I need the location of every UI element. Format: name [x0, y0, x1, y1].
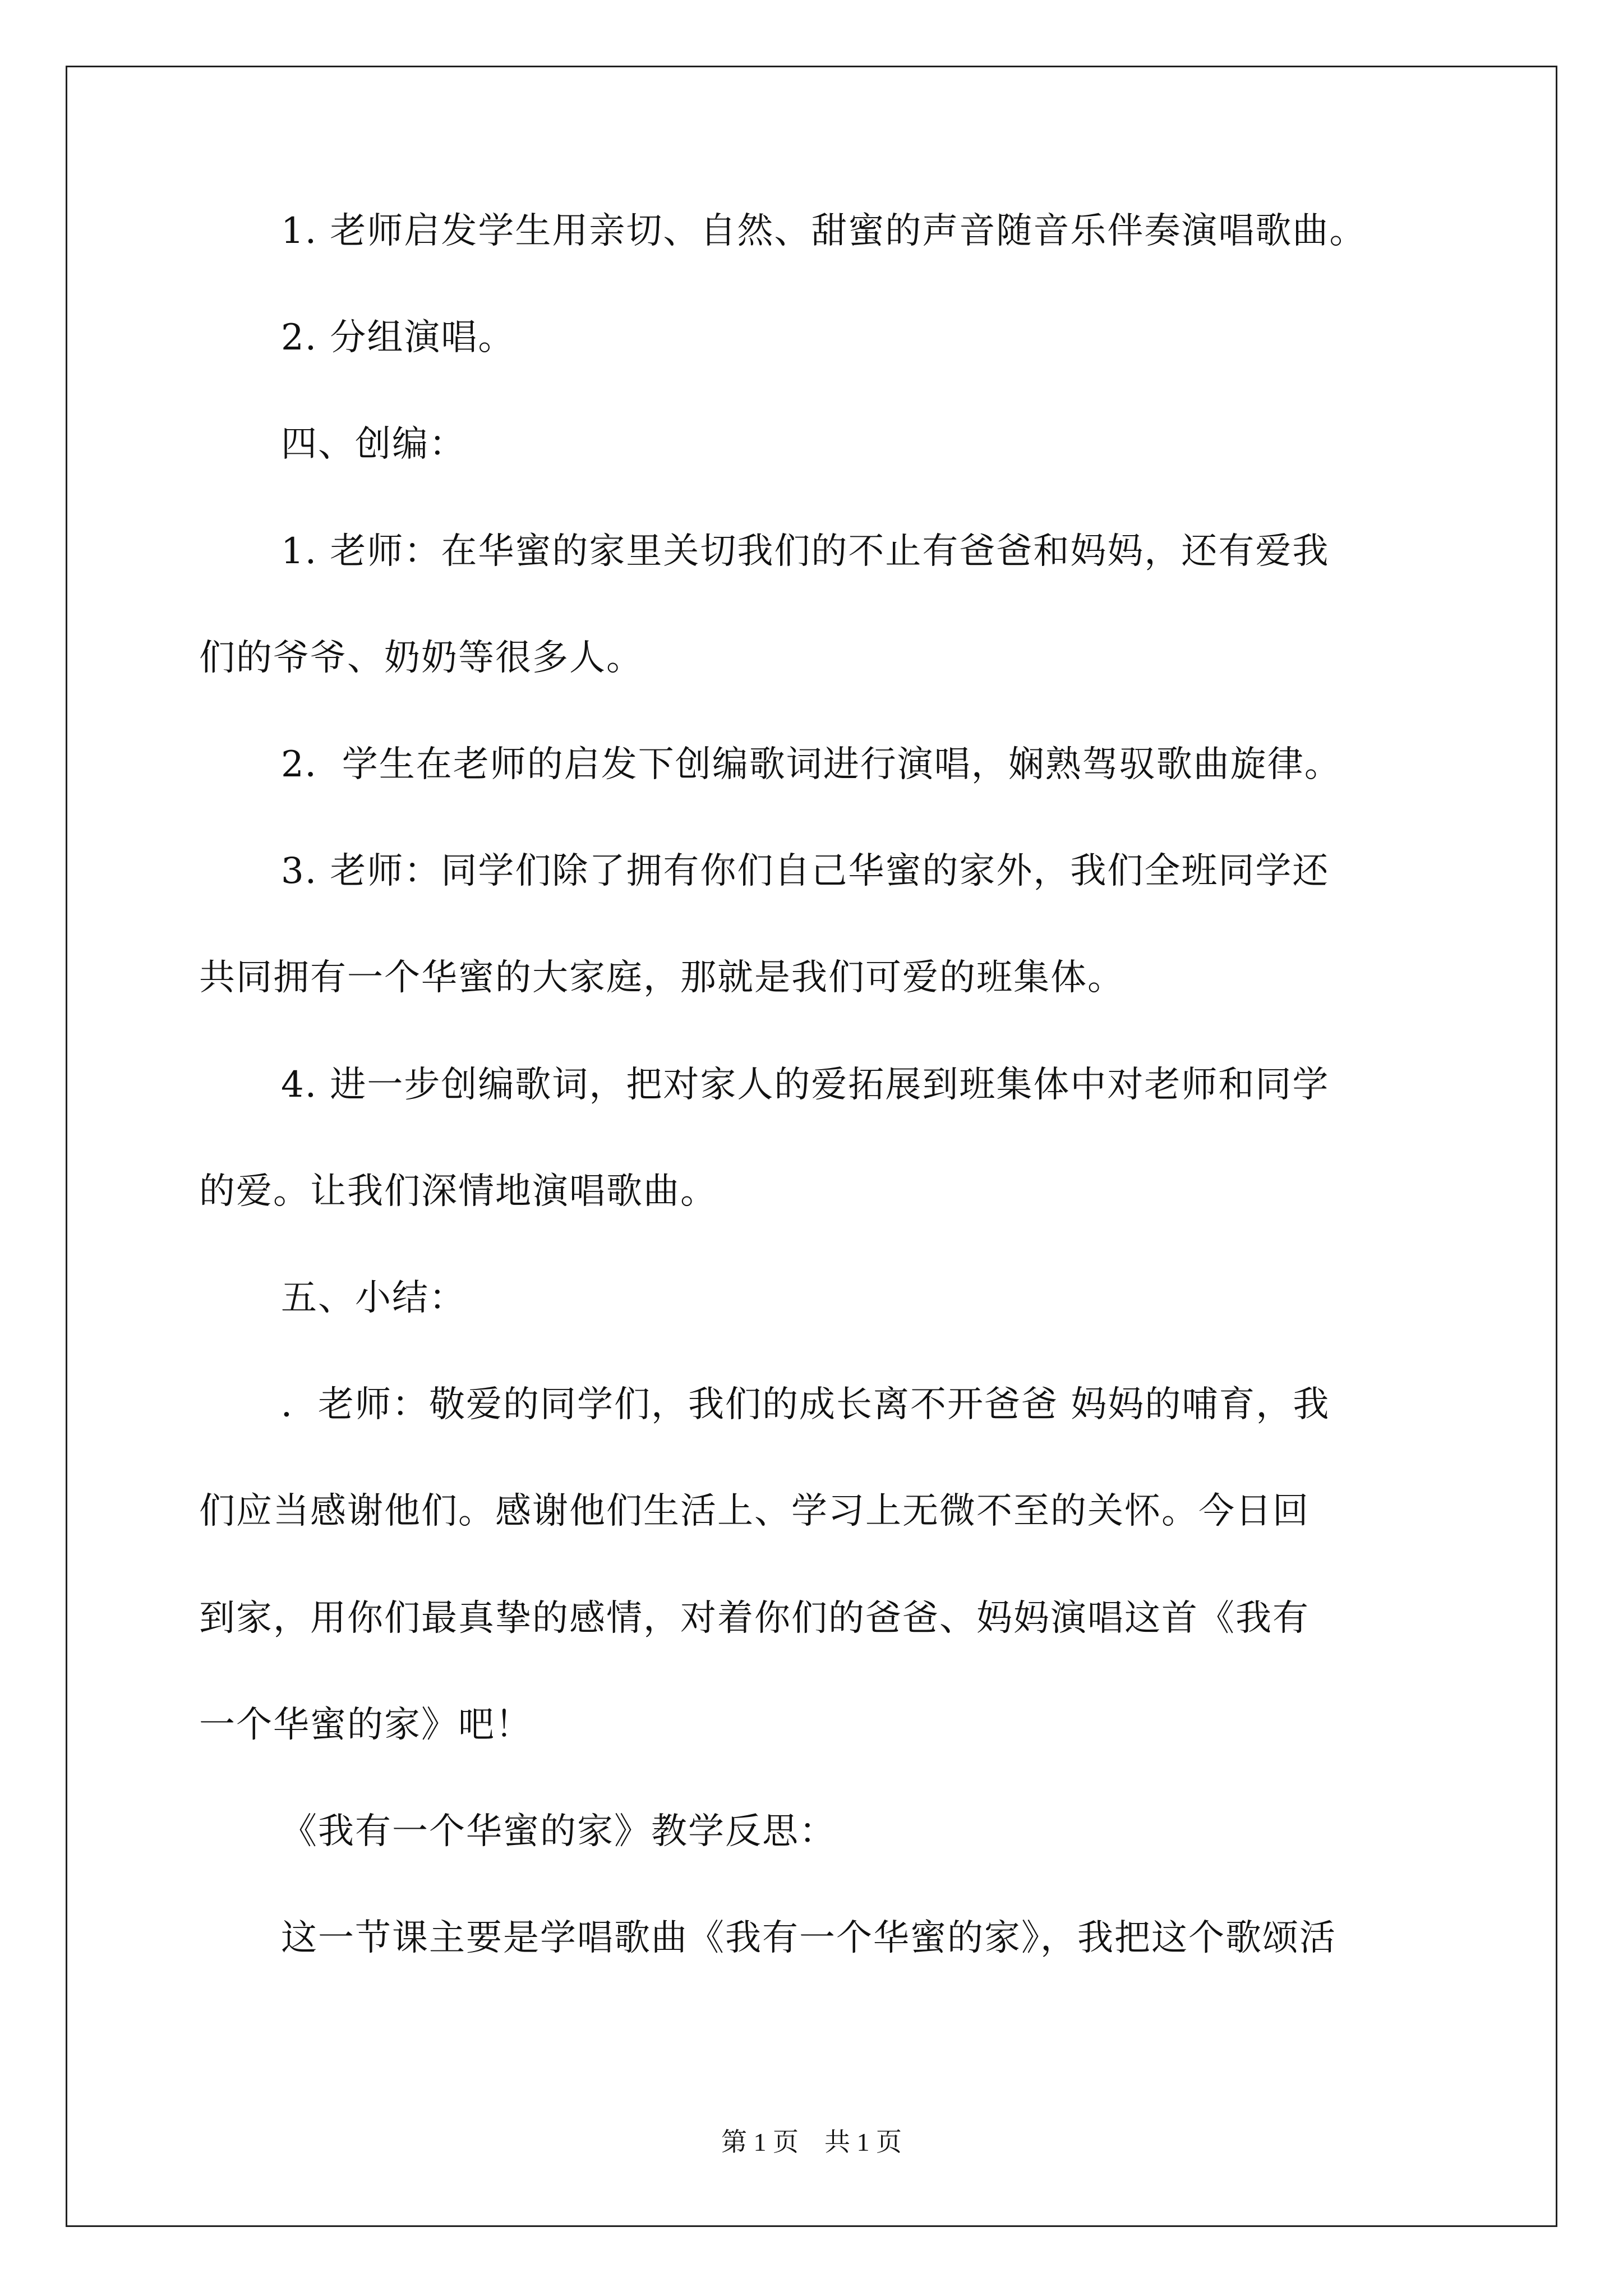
paragraph-6-line-1: 3. 老师：同学们除了拥有你们自己华蜜的家外，我们全班同学还: [281, 850, 1330, 892]
paragraph-2-line-1: 2. 分组演唱。: [281, 317, 515, 358]
paragraph-4-line-1: 1. 老师：在华蜜的家里关切我们的不止有爸爸和妈妈，还有爱我: [281, 531, 1330, 572]
paragraph-5-line-1: 2．学生在老师的启发下创编歌词进行演唱，娴熟驾驭歌曲旋律。: [281, 744, 1341, 785]
paragraph-1-line-1: 1. 老师启发学生用亲切、自然、甜蜜的声音随音乐伴奏演唱歌曲。: [281, 210, 1367, 252]
paragraph-9-line-4: 一个华蜜的家》吧！: [199, 1704, 532, 1746]
page-number-footer: 第 1 页 共 1 页: [721, 2128, 902, 2156]
paragraph-11-line-1: 这一节课主要是学唱歌曲《我有一个华蜜的家》，我把这个歌颂活: [281, 1917, 1336, 1959]
paragraph-9-line-1: ．老师：敬爱的同学们，我们的成长离不开爸爸 妈妈的哺育，我: [281, 1384, 1330, 1425]
paragraph-7-line-2: 的爱。让我们深情地演唱歌曲。: [199, 1171, 717, 1212]
heading-reflection: 《我有一个华蜜的家》教学反思：: [281, 1811, 836, 1852]
paragraph-6-line-2: 共同拥有一个华蜜的大家庭，那就是我们可爱的班集体。: [199, 957, 1124, 999]
heading-chuangbian: 四、创编：: [281, 424, 466, 465]
paragraph-7-line-1: 4. 进一步创编歌词，把对家人的爱拓展到班集体中对老师和同学: [281, 1064, 1330, 1106]
paragraph-4-line-2: 们的爷爷、奶奶等很多人。: [199, 637, 643, 679]
heading-xiaojie: 五、小结：: [281, 1277, 466, 1319]
paragraph-9-line-3: 到家，用你们最真挚的感情，对着你们的爸爸、妈妈演唱这首《我有: [199, 1598, 1310, 1639]
paragraph-9-line-2: 们应当感谢他们。感谢他们生活上、学习上无微不至的关怀。今日回: [199, 1490, 1310, 1532]
page-border: [66, 66, 1557, 2227]
